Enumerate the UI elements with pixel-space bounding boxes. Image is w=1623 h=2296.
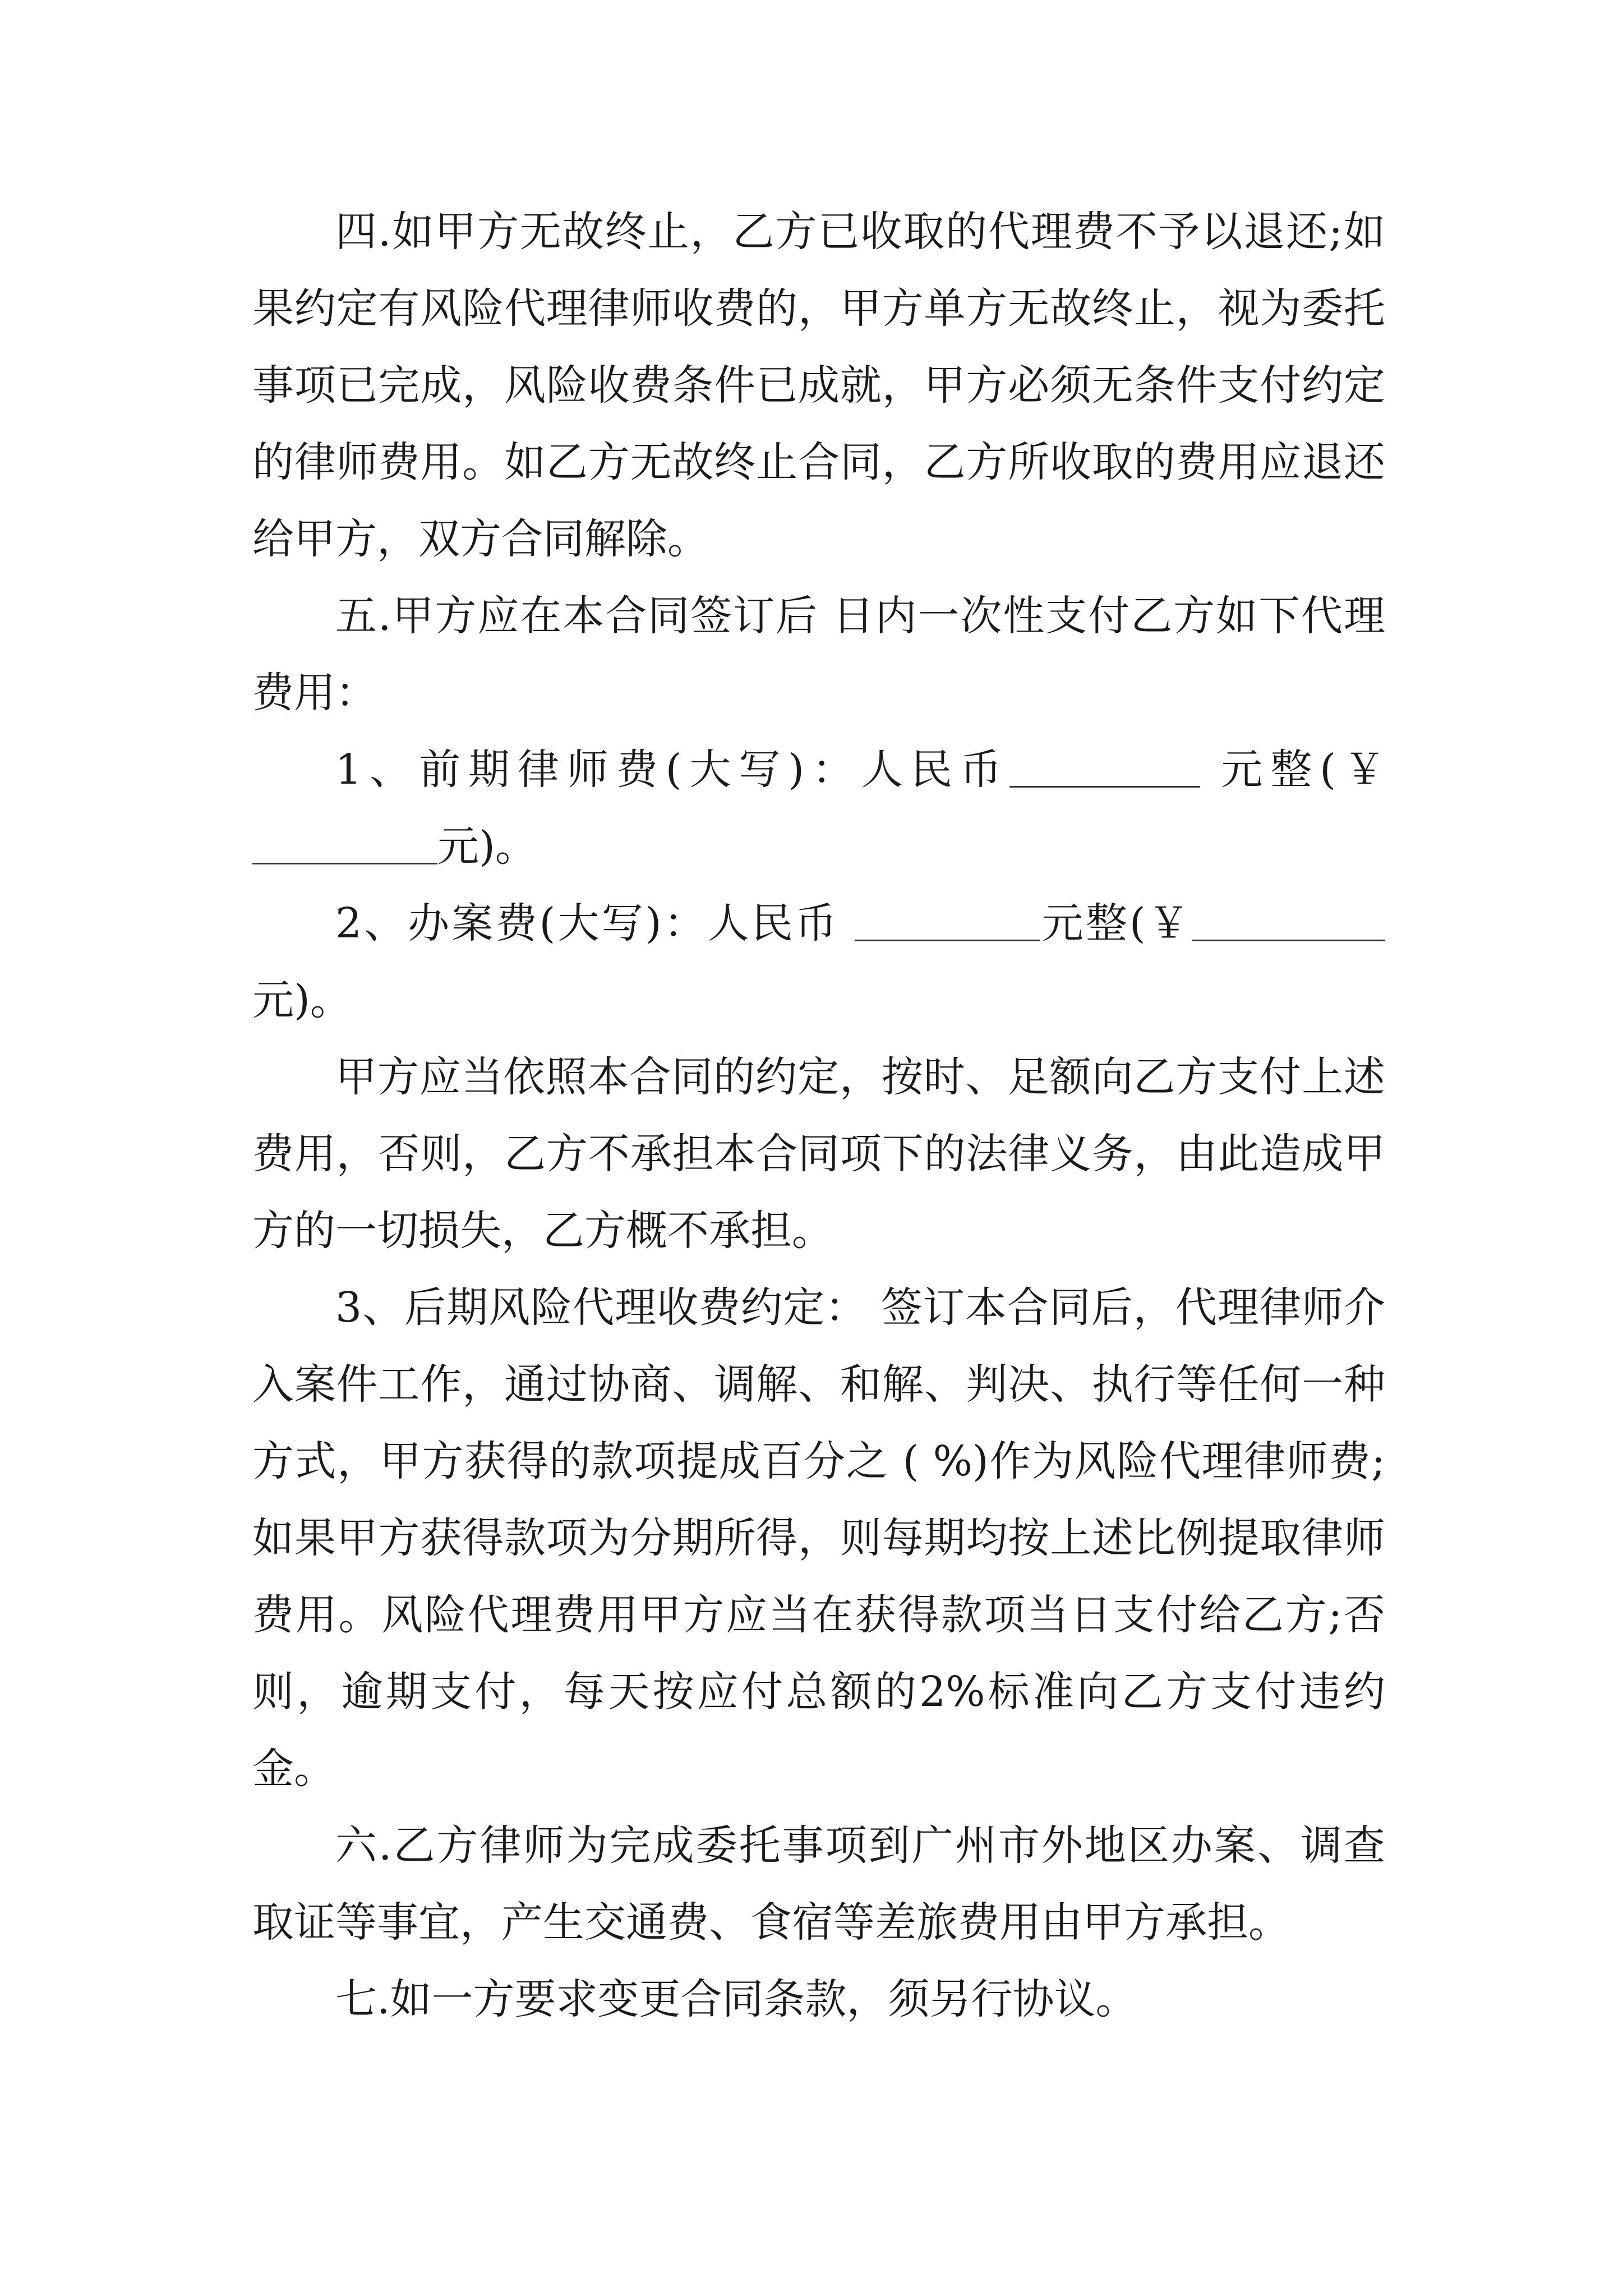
fee-item-3: 3、后期风险代理收费约定： 签订本合同后，代理律师介入案件工作，通过协商、调解、和解、判决、执行等任何一种方式，甲方获得的款项提成百分之 ( %)作为风险代理律师费;如果甲方获得款项为分期所得，则每期均按上述比例提取律师费用。风险代理费用甲方应当在获得款项当日支付给乙方;否则，逾期支付，每天按应付总额的2%标准向乙方支付违约金。 [252,1283,1385,1793]
contract-page [252,194,1385,2038]
clause-5: 五.甲方应在本合同签订后 日内一次性支付乙方如下代理费用： [252,592,1385,717]
fee-item-2-prefix: 2、办案费(大写)：人民币 [335,899,855,947]
clause-6: 六.乙方律师为完成委托事项到广州市外地区办案、调查取证等事宜，产生交通费、食宿等差旅费用由甲方承担。 [252,1821,1385,1947]
clause-4: 四.如甲方无故终止，乙方已收取的代理费不予以退还;如果约定有风险代理律师收费的，甲方单方无故终止，视为委托事项已完成，风险收费条件已成就，甲方必须无条件支付约定的律师费用。如乙方无故终止合同，乙方所收取的费用应退还给甲方，双方合同解除。 [252,208,1385,563]
fee-item-2-mid: 元整(￥ [1039,899,1192,947]
fee-item-1-mid: 元整(￥ [1200,746,1385,794]
clause-7: 七.如一方要求变更合同条款，须另行协议。 [335,1975,1137,2023]
fee-item-1-suffix: 元)。 [437,822,537,871]
fee-item-2-suffix: 元)。 [252,976,352,1024]
fee-item-1-amount-blank [1009,744,1200,788]
payment-obligation: 甲方应当依照本合同的约定，按时、足额向乙方支付上述费用，否则，乙方不承担本合同项下的法律义务，由此造成甲方的一切损失，乙方概不承担。 [252,1053,1385,1255]
fee-item-2-number-blank [1192,898,1385,941]
fee-item-2 [252,885,1385,1039]
fee-item-2-amount-blank [855,898,1040,941]
fee-item-1-number-blank [252,821,437,864]
fee-item-1 [252,731,1385,885]
fee-item-1-prefix: 1、前期律师费(大写)：人民币 [335,746,1009,794]
